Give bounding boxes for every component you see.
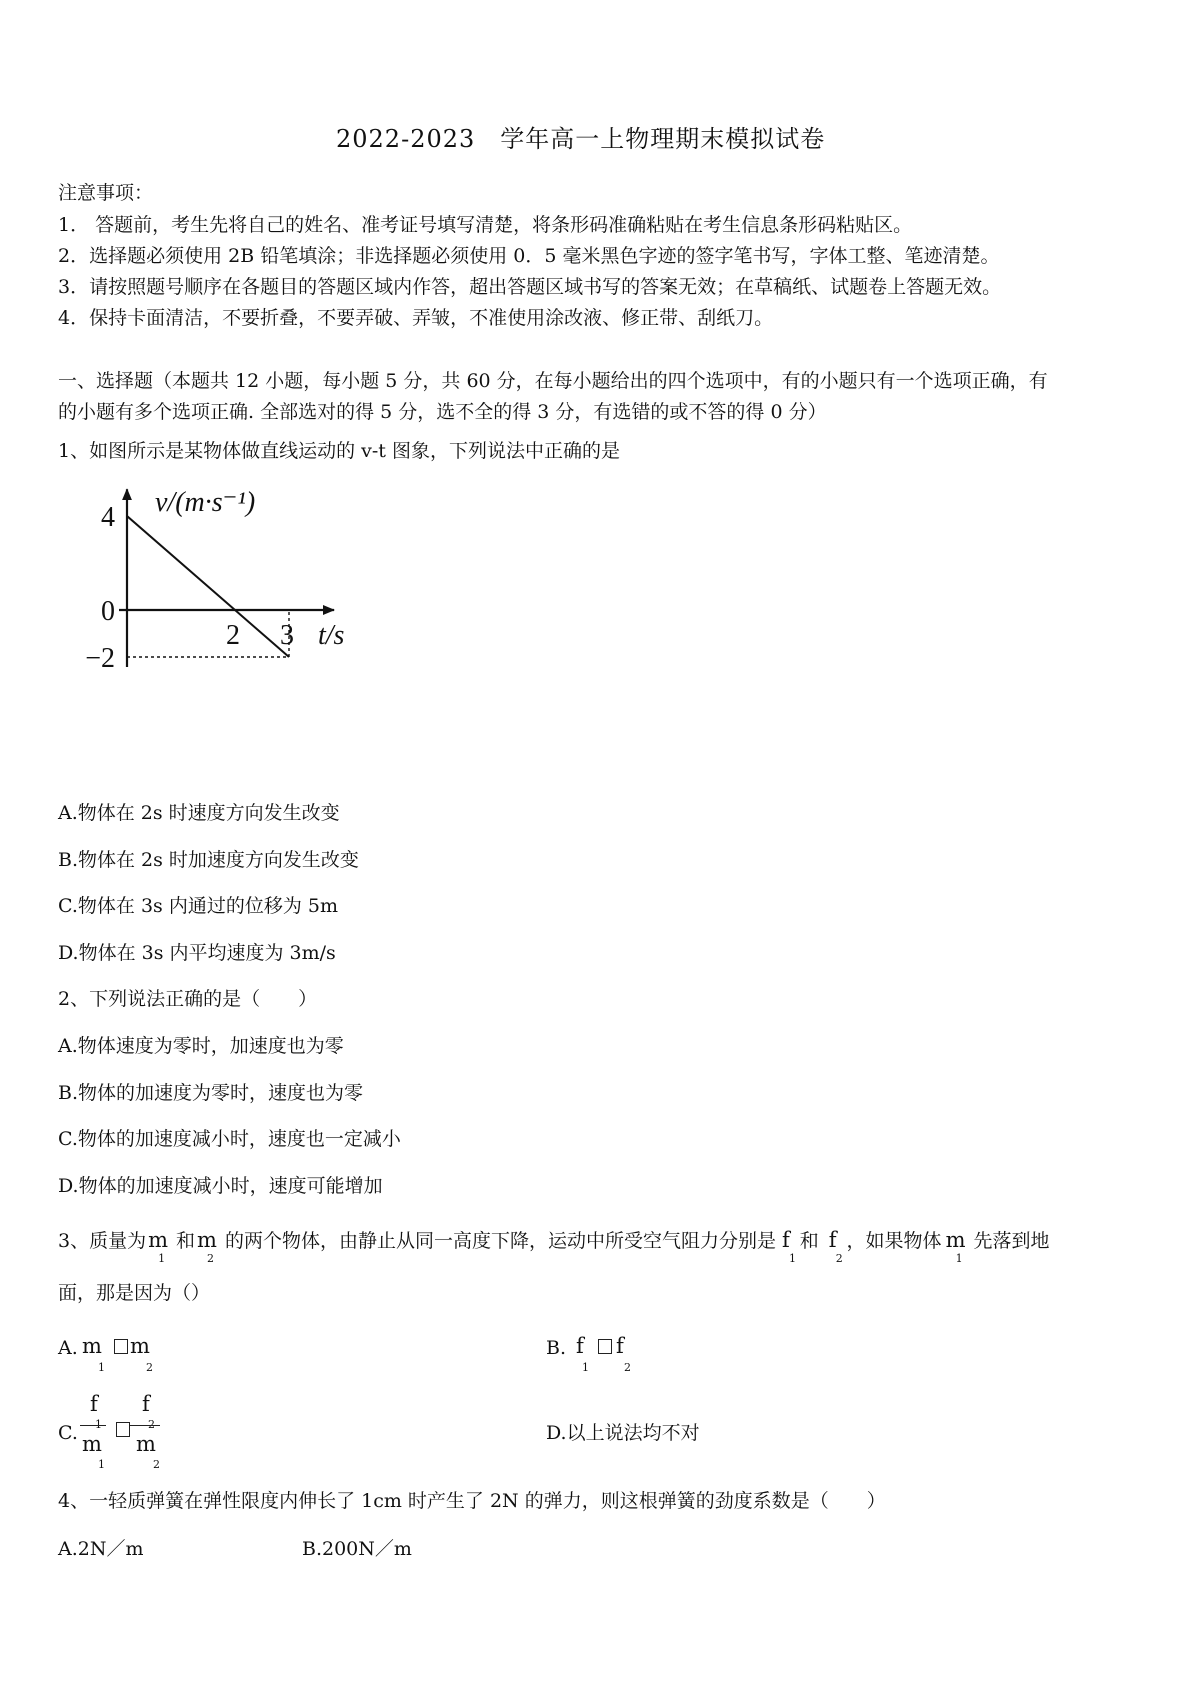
q1-stem: 1、如图所示是某物体做直线运动的 v-t 图象，下列说法中正确的是 xyxy=(58,440,620,462)
missing-glyph-box xyxy=(598,1339,612,1354)
y-tick-label: 0 xyxy=(101,596,115,627)
fraction-bar xyxy=(130,1425,160,1426)
section-heading-cont: 的小题有多个选项正确. 全部选对的得 5 分，选不全的得 3 分，有选错的或不答的得 0 分） xyxy=(58,401,827,423)
q4-option-a[interactable]: A.2N／m xyxy=(58,1538,144,1560)
q1-option-d[interactable]: D.物体在 3s 内平均速度为 3m/s xyxy=(58,942,336,964)
series-line-1 xyxy=(127,516,289,657)
q1-option-c[interactable]: C.物体在 3s 内通过的位移为 5m xyxy=(58,895,338,917)
q1-option-a[interactable]: A.物体在 2s 时速度方向发生改变 xyxy=(58,802,340,824)
missing-glyph-box xyxy=(114,1339,128,1354)
q3-f2: f 2 xyxy=(828,1228,843,1265)
x-tick-label: 2 xyxy=(226,620,240,651)
q3-stem-cont: 面，那是因为（） xyxy=(58,1282,211,1304)
section-heading: 一、选择题（本题共 12 小题，每小题 5 分，共 60 分，在每小题给出的四个选项中，有的小题只有一个选项正确，有 xyxy=(58,370,1048,392)
vt-chart xyxy=(55,480,525,740)
q3-m3: m 1 xyxy=(945,1228,966,1265)
q3-f1: f 1 xyxy=(781,1228,796,1265)
q3-option-b[interactable]: B. f 1 f 2 xyxy=(546,1334,631,1374)
q4-stem: 4、一轻质弹簧在弹性限度内伸长了 1cm 时产生了 2N 的弹力，则这根弹簧的劲度系数是（ ） xyxy=(58,1490,886,1512)
fraction-bar xyxy=(80,1425,106,1426)
y-tick-label: −2 xyxy=(85,643,115,674)
q3-option-d[interactable]: D.以上说法均不对 xyxy=(546,1422,700,1444)
q3-m2: m 2 xyxy=(197,1228,217,1265)
notice-item-1: 1． 答题前，考生先将自己的姓名、准考证号填写清楚，将条形码准确粘贴在考生信息条形码粘贴区。 xyxy=(58,214,913,236)
y-axis-label: v/(m·s⁻¹) xyxy=(155,487,256,519)
x-axis-label: t/s xyxy=(318,620,345,651)
q4-option-b[interactable]: B.200N／m xyxy=(302,1538,412,1560)
y-tick-label: 4 xyxy=(101,502,115,533)
q2-option-b[interactable]: B.物体的加速度为零时，速度也为零 xyxy=(58,1082,364,1104)
q3-option-a[interactable]: A. m 1 m 2 xyxy=(58,1334,153,1374)
notice-heading: 注意事项： xyxy=(58,182,154,204)
notice-item-4: 4．保持卡面清洁，不要折叠，不要弄破、弄皱，不准使用涂改液、修正带、刮纸刀。 xyxy=(58,307,774,329)
q2-option-a[interactable]: A.物体速度为零时，加速度也为零 xyxy=(58,1035,344,1057)
q3-m1: m 1 xyxy=(148,1228,169,1265)
q2-option-c[interactable]: C.物体的加速度减小时，速度也一定减小 xyxy=(58,1128,401,1150)
q3-stem: 3、质量为m 1 和m 2 的两个物体，由静止从同一高度下降，运动中所受空气阻力分别是 f 1 和 f 2 ，如果物体 m 1 先落到地 xyxy=(58,1228,1050,1265)
q2-option-d[interactable]: D.物体的加速度减小时，速度可能增加 xyxy=(58,1175,383,1197)
q1-option-b[interactable]: B.物体在 2s 时加速度方向发生改变 xyxy=(58,849,359,871)
notice-item-3: 3．请按照题号顺序在各题目的答题区域内作答，超出答题区域书写的答案无效；在草稿纸、试题卷上答题无效。 xyxy=(58,276,1002,298)
x-tick-label: 3 xyxy=(280,620,294,651)
q2-stem: 2、下列说法正确的是（ ） xyxy=(58,988,318,1010)
missing-glyph-box xyxy=(116,1422,130,1437)
page-title: 2022-2023 学年高一上物理期末模拟试卷 xyxy=(336,125,826,153)
q3-option-c[interactable]: C. f 1 m 1 f 2 m 2 xyxy=(58,1392,160,1471)
notice-item-2: 2．选择题必须使用 2B 铅笔填涂；非选择题必须使用 0．5 毫米黑色字迹的签字笔书写，字体工整、笔迹清楚。 xyxy=(58,245,1000,267)
